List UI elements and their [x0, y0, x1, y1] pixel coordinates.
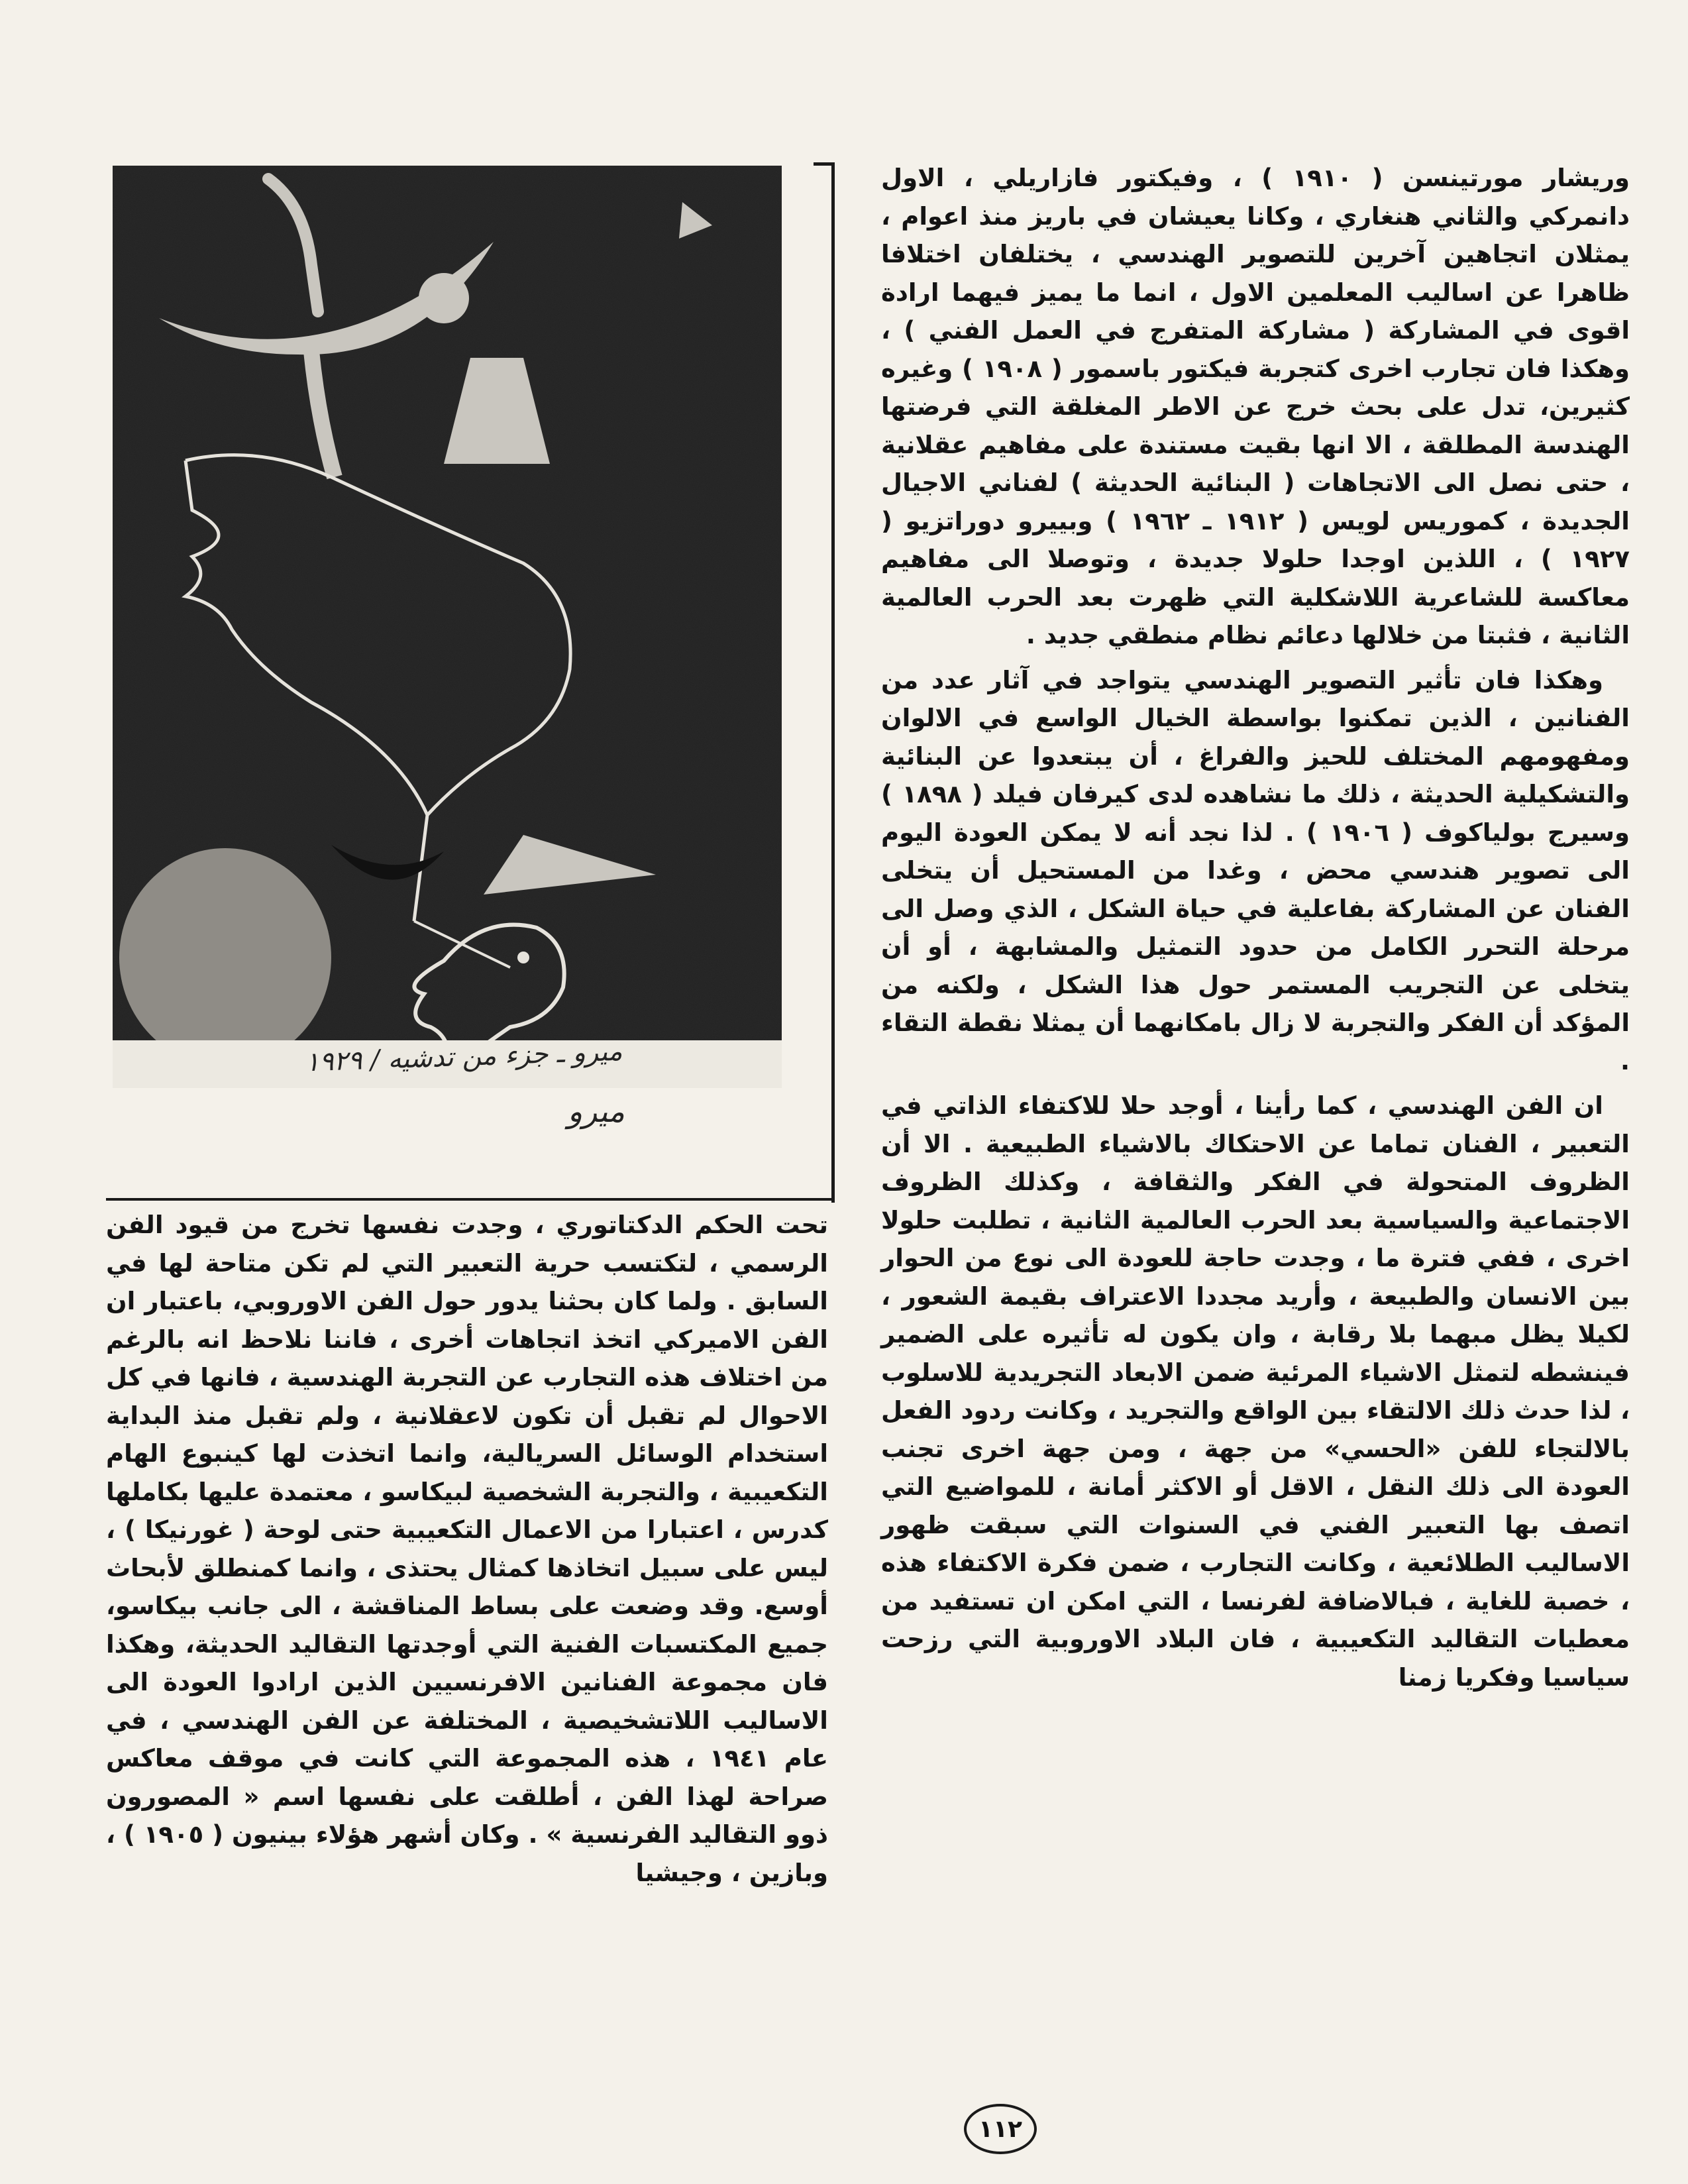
figure-signature: ميرو [567, 1093, 625, 1129]
small-circle-shape [419, 273, 469, 323]
large-oval-shape [119, 848, 331, 1067]
frame-bottom-rule [106, 1198, 835, 1201]
figure-caption: ميرو ـ جزء من تدشيه / ١٩٢٩ [304, 1036, 623, 1078]
article-column-left [106, 1206, 828, 1892]
paragraph: وريشار مورتينسن ( ١٩١٠ ) ، وفيكتور فازاريلي ، الاول دانمركي والثاني هنغاري ، وكانا يعيشان في باريز منذ اعوام ، يمثلان اتجاهين آخرين للتصوير الهندسي ، يختلفان اختلافا ظاهرا عن اساليب المعلمين الاول ، انما ما يميز فيهما ارادة اقوى في المشاركة ( مشاركة المتفرج في العمل الفني ) ، وهكذا فان تجارب اخرى كتجربة فيكتور باسمور ( ١٩٠٨ ) وغيره كثيرين، تدل على بحث خرج عن الاطر المغلقة التي فرضتها الهندسة المطلقة ، الا انها بقيت مستندة على مفاهيم عقلانية ، حتى نصل الى الاتجاهات ( البنائية الحديثة ) لفناني الاجيال الجديدة ، كموريس لويس ( ١٩١٢ ـ ١٩٦٢ ) وبييرو دوراتزيو ( ١٩٢٧ ) ، اللذين اوجدا حلولا جديدة ، وتوصلا الى مفاهيم معاكسة للشاعرية اللاشكلية التي ظهرت بعد الحرب العالمية الثانية ، فثبتا من خلالها دعائم نظام منطقي جديد . [881, 164, 1630, 649]
frame-vertical-rule [831, 162, 835, 1203]
frame-top-rule [814, 162, 835, 166]
artwork-illustration [113, 166, 782, 1087]
paragraph: تحت الحكم الدكتاتوري ، وجدت نفسها تخرج من قيود الفن الرسمي ، لتكتسب حرية التعبير التي لم تكن متاحة لها في السابق . ولما كان بحثنا يدور حول الفن الاوروبي، باعتبار ان الفن الاميركي اتخذ اتجاهات أخرى ، فاننا نلاحظ انه بالرغم من اختلاف هذه التجارب عن التجربة الهندسية ، فانها في كل الاحوال لم تقبل أن تكون لاعقلانية ، ولم تقبل منذ البداية استخدام الوسائل السريالية، وانما اتخذت لها كينبوع الهام التكعيبية ، والتجربة الشخصية لبيكاسو ، معتمدة عليها بكاملها كدرس ، اعتبارا من الاعمال التكعيبية حتى لوحة ( غورنيكا ) ، ليس على سبيل اتخاذها كمثال يحتذى ، وانما كمنطلق لأبحاث أوسع. وقد وضعت على بساط المناقشة ، الى جانب بيكاسو، جميع المكتسبات الفنية التي أوجدتها التقاليد الحديثة، وهكذا فان مجموعة الفنانين الافرنسيين الذين ارادوا العودة الى الاساليب اللاتشخيصية ، المختلفة عن الفن الهندسي ، في عام ١٩٤١ ، هذه المجموعة التي كانت في موقف معاكس صراحة لهذا الفن ، أطلقت على نفسها اسم « المصورون ذوو التقاليد الفرنسية » . وكان أشهر هؤلاء بينيون ( ١٩٠٥ ) ، وبازين ، وجيشيا [106, 1211, 828, 1887]
paragraph: وهكذا فان تأثير التصوير الهندسي يتواجد في آثار عدد من الفنانين ، الذين تمكنوا بواسطة الخيال الواسع في الالوان ومفهومهم المختلف للحيز والفراغ ، أن يبتعدوا عن البنائية والتشكيلية الحديثة ، ذلك ما نشاهده لدى كيرفان فيلد ( ١٨٩٨ ) وسيرج بولياكوف ( ١٩٠٦ ) . لذا نجد أنه لا يمكن العودة اليوم الى تصوير هندسي محض ، وغدا من المستحيل أن يتخلى الفنان عن المشاركة بفاعلية في حياة الشكل ، الذي وصل الى مرحلة التحرر الكامل من حدود التمثيل والمشابهة ، أو أن يتخلى عن التجريب المستمر حول هذا الشكل ، ولكنه من المؤكد أن الفكر والتجربة لا زال بامكانهما أن يمثلا نقطة التقاء . [881, 665, 1630, 1075]
page-number: ١١٢ [978, 2115, 1022, 2143]
paragraph: ان الفن الهندسي ، كما رأينا ، أوجد حلا للاكتفاء الذاتي في التعبير ، الفنان تماما عن الاحتكاك بالاشياء الطبيعية . الا أن الظروف المتحولة في الفكر والثقافة ، وكذلك الظروف الاجتماعية والسياسية بعد الحرب العالمية الثانية ، تطلبت حلولا اخرى ، ففي فترة ما ، وجدت حاجة للعودة الى نوع من الحوار بين الانسان والطبيعة ، وأريد مجددا الاعتراف بقيمة الشعور ، لكيلا يظل مبهما بلا رقابة ، وان يكون له تأثيره على الضمير فينشطه لتمثل الاشياء المرئية ضمن الابعاد التجريدية للاسلوب ، لذا حدث ذلك الالتقاء بين الواقع والتجريد ، وكانت ردود الفعل بالالتجاء للفن «الحسي» من جهة ، ومن جهة اخرى تجنب العودة الى ذلك النقل ، الاقل أو الاكثر أمانة ، للمواضيع التي اتصف بها التعبير الفني في السنوات التي سبقت ظهور الاساليب الطلائعية ، وكانت التجارب ، ضمن فكرة الاكتفاء هذه ، خصبة للغاية ، فبالاضافة لفرنسا ، التي امكن ان تستفيد من معطيات التقاليد التكعيبية ، فان البلاد الاوروبية التي رزحت سياسيا وفكريا زمنا [881, 1091, 1630, 1692]
article-column-right [881, 159, 1630, 1696]
page-number-oval [964, 2104, 1037, 2154]
